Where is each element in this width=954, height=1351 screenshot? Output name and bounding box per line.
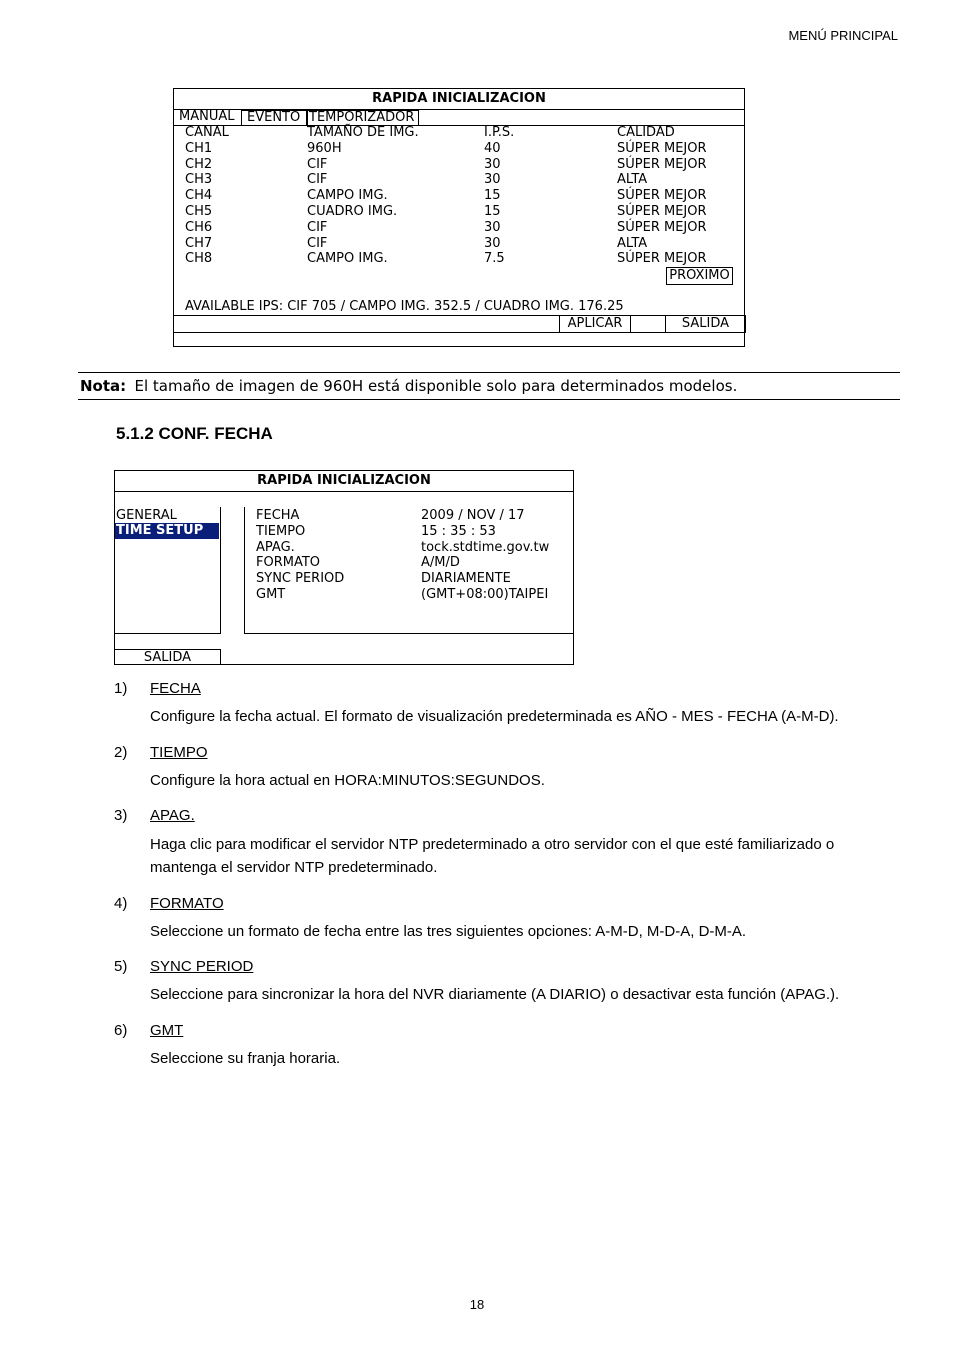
note (80, 377, 737, 395)
table-cell[interactable]: CAMPO IMG. (307, 251, 388, 267)
table-cell[interactable]: ALTA (617, 235, 648, 251)
note-text: El tamaño de imagen de 960H está disponible solo para determinados modelos. (134, 377, 738, 395)
side-menu (115, 507, 221, 634)
list-number: 2) (114, 744, 128, 761)
header-image-size: TAMAÑO DE IMG. (307, 125, 419, 140)
tab-timer[interactable]: TEMPORIZADOR (307, 110, 419, 125)
column-channel (185, 125, 229, 267)
table-cell[interactable]: CIF (307, 219, 328, 235)
menu-item-time-setup[interactable]: TIME SETUP (115, 523, 219, 539)
list-heading: FECHA (150, 680, 201, 697)
apply-button[interactable]: APLICAR (559, 315, 631, 333)
format-value[interactable]: A/M/D (421, 555, 460, 571)
page-header: MENÚ PRINCIPAL (788, 28, 898, 43)
panel-title: RAPIDA INICIALIZACION (174, 89, 744, 110)
page-number: 18 (469, 1297, 485, 1312)
table-cell[interactable]: 30 (484, 156, 501, 172)
ntp-server-value[interactable]: tock.stdtime.gov.tw (421, 539, 550, 555)
list-body: Seleccione un formato de fecha entre las tres siguientes opciones: A-M-D, M-D-A, D-M-A. (150, 923, 747, 940)
table-cell[interactable]: SÚPER MEJOR (617, 251, 707, 267)
menu-item-general[interactable]: GENERAL (116, 508, 177, 523)
list-number: 4) (114, 895, 128, 912)
list-heading: GMT (150, 1022, 184, 1039)
table-cell[interactable]: SÚPER MEJOR (617, 156, 707, 172)
table-cell[interactable]: 15 (484, 188, 501, 204)
list-body: Configure la hora actual en HORA:MINUTOS:SEGUNDOS. (150, 772, 545, 789)
table-cell[interactable]: 30 (484, 219, 501, 235)
table-cell: CH5 (185, 203, 213, 219)
header-ips: I.P.S. (484, 125, 515, 140)
list-body: Seleccione su franja horaria. (150, 1050, 341, 1067)
list-number: 3) (114, 807, 128, 824)
field-label: FORMATO (256, 555, 321, 571)
list-body: Configure la fecha actual. El formato de visualización predeterminada es AÑO - MES - FECHA (A-M-D). (150, 708, 839, 725)
header-channel: CANAL (185, 125, 229, 140)
sync-period-value[interactable]: DIARIAMENTE (421, 571, 511, 587)
table-cell[interactable]: CIF (307, 156, 328, 172)
exit-button[interactable]: SALIDA (665, 315, 746, 333)
table-cell[interactable]: 30 (484, 235, 501, 251)
table-cell: CH2 (185, 156, 213, 172)
section-title: 5.1.2 CONF. FECHA (116, 424, 273, 443)
table-cell: CH6 (185, 219, 213, 235)
field-label: TIEMPO (256, 523, 306, 539)
table-cell[interactable]: CIF (307, 235, 328, 251)
next-button[interactable]: PROXIMO (666, 267, 733, 285)
table-cell[interactable]: 30 (484, 172, 501, 188)
note-top-rule (78, 372, 900, 373)
field-label: GMT (256, 586, 286, 602)
table-cell: CH3 (185, 172, 213, 188)
table-cell[interactable]: SÚPER MEJOR (617, 140, 707, 156)
table-cell[interactable]: SÚPER MEJOR (617, 188, 707, 204)
field-label: SYNC PERIOD (256, 571, 345, 587)
list-heading: APAG. (150, 807, 195, 824)
field-label: FECHA (256, 508, 300, 523)
column-ips (484, 125, 514, 267)
exit-button[interactable]: SALIDA (115, 649, 221, 665)
available-ips-text: AVAILABLE IPS: CIF 705 / CAMPO IMG. 352.5 / CUADRO IMG. 176.25 (185, 299, 624, 314)
note-label: Nota: (80, 377, 127, 395)
panel-title: RAPIDA INICIALIZACION (115, 471, 573, 492)
table-cell: CH7 (185, 235, 213, 251)
column-image-size (307, 125, 419, 267)
table-cell[interactable]: 960H (307, 140, 342, 156)
table-cell: CH8 (185, 251, 213, 267)
tab-manual[interactable]: MANUAL (179, 109, 235, 124)
time-settings (244, 507, 574, 634)
table-cell[interactable]: 15 (484, 203, 501, 219)
list-number: 1) (114, 680, 128, 697)
list-heading: TIEMPO (150, 744, 208, 761)
note-bottom-rule (78, 399, 900, 400)
list-body: Seleccione para sincronizar la hora del NVR diariamente (A DIARIO) o desactivar esta función (APAG.). (150, 986, 840, 1003)
table-cell[interactable]: 7.5 (484, 251, 505, 267)
time-setup-panel (114, 470, 574, 665)
tab-event[interactable]: EVENTO (241, 110, 307, 125)
header-quality: CALIDAD (617, 125, 675, 140)
list-number: 5) (114, 958, 128, 975)
table-cell[interactable]: SÚPER MEJOR (617, 219, 707, 235)
list-number: 6) (114, 1022, 128, 1039)
table-cell[interactable]: CUADRO IMG. (307, 203, 398, 219)
time-value[interactable]: 15 : 35 : 53 (421, 523, 496, 539)
table-cell[interactable]: CAMPO IMG. (307, 188, 388, 204)
divider (174, 315, 744, 316)
quick-setup-panel (173, 88, 745, 347)
field-labels (256, 508, 344, 603)
field-values (421, 508, 549, 603)
table-cell: CH4 (185, 188, 213, 204)
field-label: APAG. (256, 539, 295, 555)
table-cell[interactable]: 40 (484, 140, 501, 156)
list-heading: SYNC PERIOD (150, 958, 254, 975)
table-cell: CH1 (185, 140, 213, 156)
tab-bar (174, 110, 744, 126)
table-cell[interactable]: SÚPER MEJOR (617, 203, 707, 219)
table-cell[interactable]: CIF (307, 172, 328, 188)
divider (174, 332, 744, 333)
list-heading: FORMATO (150, 895, 224, 912)
date-value[interactable]: 2009 / NOV / 17 (421, 508, 525, 523)
table-cell[interactable]: ALTA (617, 172, 648, 188)
column-quality (617, 125, 707, 267)
gmt-value[interactable]: (GMT+08:00)TAIPEI (421, 586, 549, 602)
list-body: Haga clic para modificar el servidor NTP predeterminado a otro servidor con el que esté familiarizado o mantenga el servidor NTP predeterminado. (150, 836, 835, 876)
